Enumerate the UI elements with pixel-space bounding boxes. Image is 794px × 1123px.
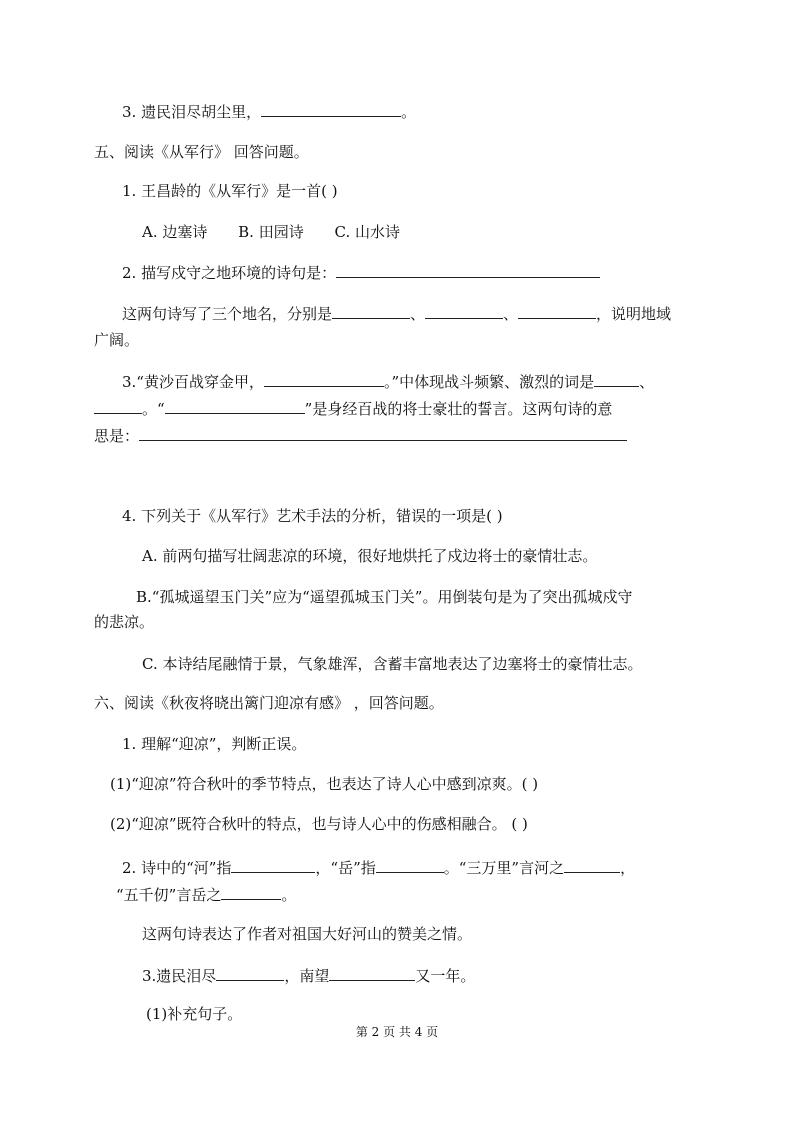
- page-footer: 第 2 页 共 4 页: [355, 1025, 439, 1039]
- question-text: 2. 描写戍守之地环境的诗句是：: [122, 264, 337, 282]
- options-line: [142, 222, 400, 242]
- answer-blank[interactable]: [594, 371, 639, 387]
- question-line: 1. 理解“迎凉”，判断正误。: [122, 735, 307, 753]
- question-text: ，“岳”指: [315, 859, 376, 877]
- question-text: 。: [401, 103, 417, 121]
- option-a: A. 边塞诗: [142, 223, 208, 241]
- answer-blank[interactable]: [376, 857, 444, 873]
- question-text: ，: [620, 859, 636, 877]
- question-line: [122, 371, 654, 392]
- question-line: [94, 425, 627, 446]
- section-heading: 五、阅读《从军行》 回答问题。: [94, 143, 309, 161]
- option-b: B.“孤城遥望玉门关”应为“遥望孤城玉门关”。用倒装句是为了突出孤城戍守: [136, 588, 633, 606]
- question-text: 、: [639, 373, 655, 391]
- question-text: 、: [503, 305, 519, 323]
- option-b: B. 田园诗: [238, 223, 304, 241]
- option-c: C. 本诗结尾融情于景，气象雄浑，含蓄丰富地表达了边塞将士的豪情壮志。: [142, 655, 643, 673]
- answer-blank[interactable]: [216, 965, 284, 981]
- question-line: [142, 965, 475, 986]
- question-text: ，说明地域: [596, 305, 672, 323]
- question-line: [122, 857, 635, 878]
- answer-blank[interactable]: [518, 303, 596, 319]
- question-line: [94, 398, 612, 419]
- section-heading: 六、阅读《秋夜将晓出篱门迎凉有感》 ，回答问题。: [94, 694, 444, 712]
- question-text: 思是：: [94, 427, 140, 445]
- option-b-continued: 的悲凉。: [94, 613, 155, 631]
- question-text: 广阔。: [94, 331, 140, 349]
- question-text: ，南望: [284, 967, 330, 985]
- question-text: 。: [281, 886, 297, 904]
- question-line: 1. 王昌龄的《从军行》是一首( ): [122, 182, 338, 200]
- question-text: 。“三万里”言河之: [443, 859, 565, 877]
- question-text: 又一年。: [415, 967, 476, 985]
- sub-question: (2)“迎凉”既符合秋叶的特点，也与诗人心中的伤感相融合。 ( ): [110, 815, 528, 833]
- sub-question: (1)补充句子。: [146, 1005, 243, 1023]
- answer-blank[interactable]: [332, 303, 410, 319]
- question-text: 、: [410, 305, 426, 323]
- sub-question: (1)“迎凉”符合秋叶的季节特点，也表达了诗人心中感到凉爽。( ): [110, 775, 539, 793]
- answer-blank[interactable]: [139, 425, 627, 441]
- note-text: 这两句诗表达了作者对祖国大好河山的赞美之情。: [142, 925, 473, 943]
- question-text: 3.“黄沙百战穿金甲，: [122, 373, 264, 391]
- question-line: [122, 101, 416, 122]
- question-line: [122, 303, 671, 324]
- answer-blank[interactable]: [221, 884, 281, 900]
- question-text: 2. 诗中的“河”指: [122, 859, 232, 877]
- answer-blank[interactable]: [261, 101, 401, 117]
- question-line: 4. 下列关于《从军行》艺术手法的分析，错误的一项是( ): [122, 507, 503, 525]
- answer-blank[interactable]: [425, 303, 503, 319]
- answer-blank[interactable]: [165, 398, 305, 414]
- question-text: “五千仞”言岳之: [116, 886, 222, 904]
- answer-blank[interactable]: [231, 857, 315, 873]
- question-line: [122, 262, 600, 283]
- question-line: [116, 884, 296, 905]
- answer-blank[interactable]: [564, 857, 620, 873]
- question-text: 。“: [142, 400, 165, 418]
- option-c: C. 山水诗: [334, 223, 400, 241]
- answer-blank[interactable]: [264, 371, 384, 387]
- question-text: 。”中体现战斗频繁、激烈的词是: [383, 373, 595, 391]
- answer-blank[interactable]: [336, 262, 600, 278]
- question-text: 这两句诗写了三个地名，分别是: [122, 305, 333, 323]
- option-a: A. 前两句描写壮阔悲凉的环境，很好地烘托了戍边将士的豪情壮志。: [142, 547, 598, 565]
- answer-blank[interactable]: [94, 398, 142, 414]
- answer-blank[interactable]: [329, 965, 415, 981]
- question-text: 3. 遗民泪尽胡尘里，: [122, 103, 262, 121]
- question-text: ”是身经百战的将士豪壮的誓言。这两句诗的意: [304, 400, 613, 418]
- question-text: 3.遗民泪尽: [142, 967, 217, 985]
